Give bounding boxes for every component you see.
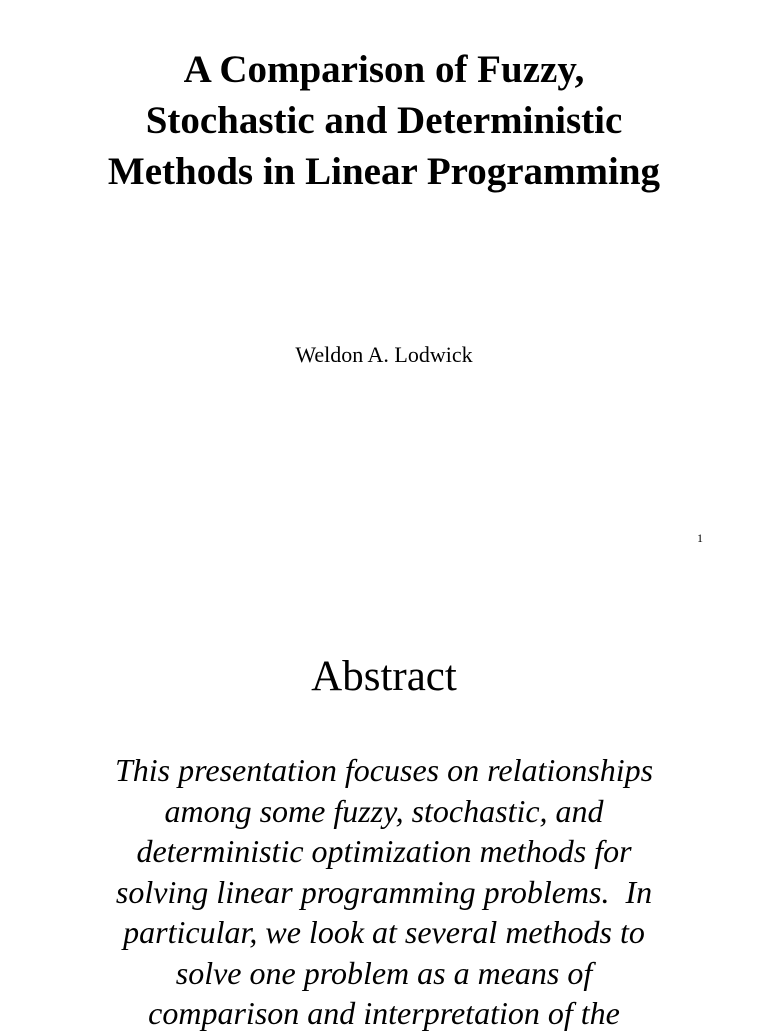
- presentation-title: [0, 44, 768, 197]
- abstract-heading: Abstract: [311, 653, 457, 700]
- abstract-line: particular, we look at several methods to: [123, 914, 645, 950]
- abstract-line: solve one problem as a means of: [175, 954, 593, 991]
- abstract-line: among some fuzzy, stochastic, and: [164, 792, 604, 829]
- title-line: Stochastic and Deterministic: [145, 99, 623, 142]
- abstract-line: deterministic optimization methods for: [136, 833, 632, 869]
- abstract-slide: [0, 560, 768, 1031]
- abstract-line: This presentation focuses on relationships: [114, 752, 654, 788]
- title-line: Methods in Linear Programming: [107, 150, 661, 193]
- abstract-line: comparison and interpretation of the: [148, 995, 620, 1031]
- abstract-text: [60, 750, 708, 1034]
- author-name: Weldon A. Lodwick: [295, 342, 473, 367]
- slide-number: 1: [697, 531, 703, 545]
- title-line: A Comparison of Fuzzy,: [183, 48, 585, 91]
- abstract-line: solving linear programming problems. In: [115, 873, 653, 910]
